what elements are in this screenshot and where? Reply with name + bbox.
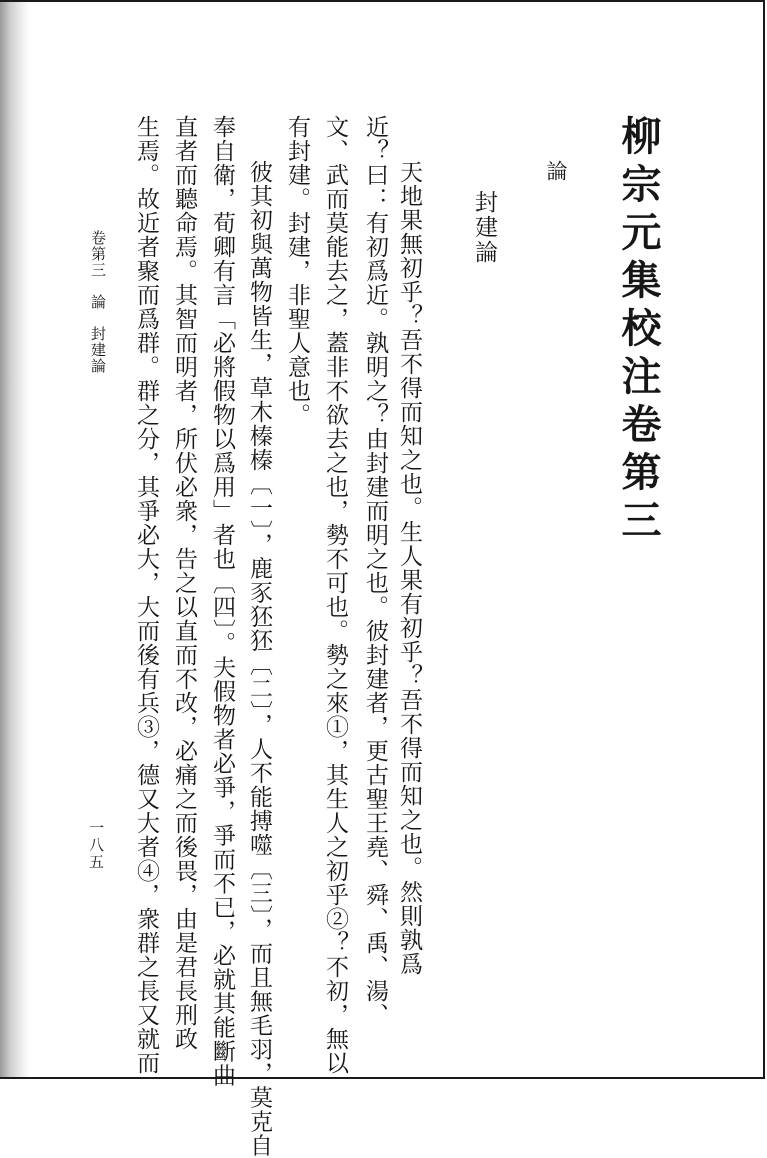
page-title: 柳宗元集校注卷第三 <box>615 115 662 547</box>
body-column: 文、武而莫能去之，蓋非不欲去之也，勢不可也。勢之來①，其生人之初乎②？不初，無以 <box>322 115 348 1075</box>
body-column: 彼其初與萬物皆生，草木榛榛〔一〕，鹿豕狉狉〔二〕，人不能搏噬〔三〕，而且無毛羽，莫克自 <box>246 160 272 1158</box>
body-column: 天地果無初乎？吾不得而知之也。生人果有初乎？吾不得而知之也。然則孰爲 <box>396 160 422 976</box>
body-column: 近？曰：有初爲近。孰明之？由封建而明之也。彼封建者，更古聖王堯、舜、禹、湯、 <box>362 115 388 1027</box>
body-column: 有封建。封建，非聖人意也。 <box>284 115 310 427</box>
body-column: 直者而聽命焉。其智而明者，所伏必衆，告之以直而不改，必痛之而後畏，由是君長刑政 <box>171 115 197 1051</box>
running-head: 卷第三 論 封建論 <box>89 230 107 374</box>
body-column: 生焉。故近者聚而爲群。群之分，其爭必大，大而後有兵③，德又大者④，衆群之長又就而 <box>133 115 159 1075</box>
body-column: 奉自衛，荀卿有言「必將假物以爲用」者也〔四〕。夫假物者必爭，爭而不已，必就其能斷曲 <box>209 115 235 1088</box>
section-label: 論 <box>544 160 568 181</box>
essay-title: 封建論 <box>471 190 497 265</box>
show-through-text <box>548 120 578 304</box>
show-through-text <box>505 135 535 319</box>
page-number: 一八五 <box>87 820 105 871</box>
